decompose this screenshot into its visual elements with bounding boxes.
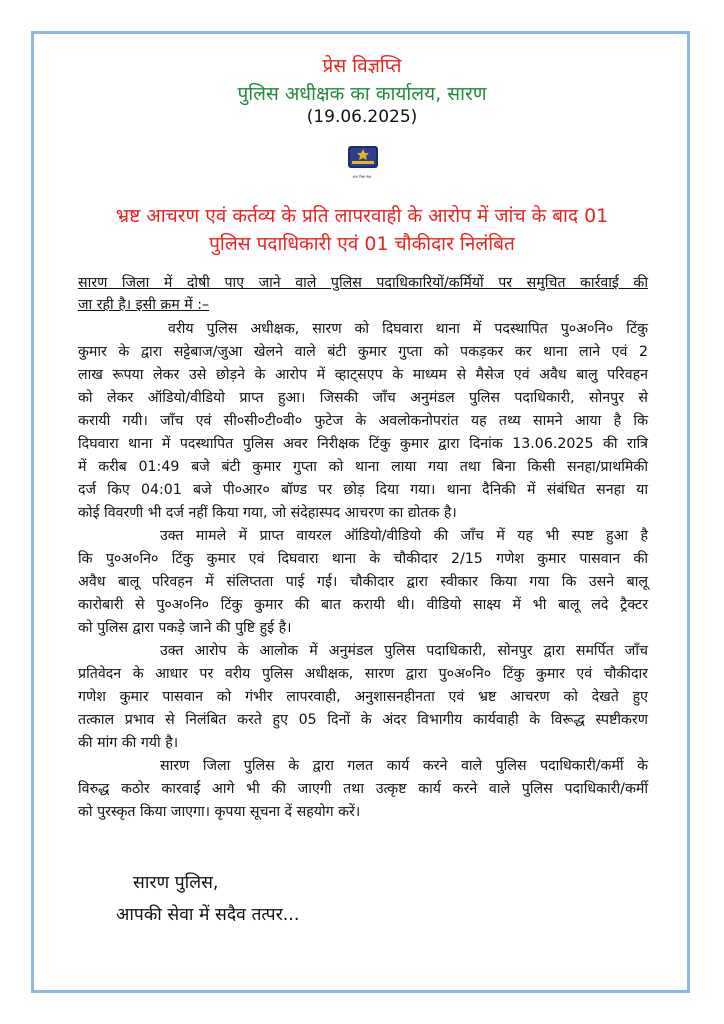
emblem-caption: सत्य निष्ठा सेवा [352,175,372,179]
para1-line: करायी गयी। जाँच एवं सी०सी०टी०वी० फुटेज के अवलोकनोपरांत यह तथ्य सामने आया है कि [78,413,648,429]
para3-line: प्रतिवेदन के आधार पर वरीय पुलिस अधीक्षक, सारण द्वारा पु०अ०नि० टिंकु कुमार एवं चौकीदार [78,666,648,682]
para3-line: उक्त आरोप के आलोक में अनुमंडल पुलिस पदाधिकारी, सोनपुर द्वारा समर्पित जाँच [160,643,648,659]
para1-line: कोई विवरणी भी दर्ज नहीं किया गया, जो संदेहास्पद आचरण का द्योतक है। [78,505,457,521]
para1-line: दिघवारा थाना में पदस्थापित पुलिस अवर निरीक्षक टिंकु कुमार द्वारा दिनांक 13.06.2025 की रात्रि [78,436,648,452]
para2-line: को पुलिस द्वारा पकड़े जाने की पुष्टि हुई है। [78,620,292,636]
para3-line: तत्काल प्रभाव से निलंबित करते हुए 05 दिनों के अंदर विभागीय कार्यवाही के विरूद्ध स्पष्टीकरण [78,712,648,728]
release-date: (19.06.2025) [306,107,418,127]
para4-line: सारण जिला पुलिस के द्वारा गलत कार्य करने वाले पुलिस पदाधिकारी/कर्मी के [160,758,648,774]
office-name: पुलिस अधीक्षक का कार्यालय, सारण [237,83,487,105]
headline-line-1: भ्रष्ट आचरण एवं कर्तव्य के प्रति लापरवाही के आरोप में जांच के बाद 01 [115,205,609,227]
intro-line-2: जा रही है। इसी क्रम में :– [78,297,210,313]
intro-line-1: सारण जिला में दोषी पाए जाने वाले पुलिस पदाधिकारियों/कर्मियों पर समुचित कार्रवाई की [78,275,648,291]
para1-line: लाख रूपया लेकर उसे छोड़ने के आरोप में व्हाट्सएप के माध्यम से मैसेज एवं अवैध बालु परिवहन [78,367,648,383]
headline-line-2: पुलिस पदाधिकारी एवं 01 चौकीदार निलंबित [209,233,515,255]
para1-line: दर्ज किए 04:01 बजे पी०आर० बॉण्ड पर छोड़ दिया गया। थाना दैनिकी में संबंधित सनहा या [78,482,648,498]
para2-line: कारोबारी से पु०अ०नि० टिंकु कुमार की बात करायी थी। वीडियो साक्ष्य में भी बालू लदे ट्रैक्टर [78,597,648,613]
para2-line: उक्त मामले में प्राप्त वायरल ऑडियो/वीडियो की जाँच में यह भी स्पष्ट हुआ है [160,528,648,544]
bihar-police-emblem-icon [346,140,380,174]
para4-line: को पुरस्कृत किया जाएगा। कृपया सूचना दें सहयोग करें। [78,804,361,820]
press-release-title: प्रेस विज्ञप्ति [322,55,402,77]
para2-line: अवैध बालू परिवहन में संलिप्तता पाई गई। चौकीदार द्वारा स्वीकार किया गया कि उसने बालू [78,574,648,590]
para1-line: वरीय पुलिस अधीक्षक, सारण को दिघवारा थाना में पदस्थापित पु०अ०नि० टिंकु [168,321,648,337]
para1-line: को लेकर ऑडियो/वीडियो प्राप्त हुआ। जिसकी जाँच अनुमंडल पुलिस पदाधिकारी, सोनपुर से [78,390,648,406]
para1-line: में करीब 01:49 बजे बंटी कुमार गुप्ता को थाना लाया गया तथा बिना किसी सनहा/प्राथमिकी [78,459,648,475]
signature-line-2: आपकी सेवा में सदैव तत्पर... [116,905,300,925]
para4-line: विरुद्ध कठोर कारवाई आगे भी की जाएगी तथा उत्कृष्ट कार्य करने वाले पुलिस पदाधिकारी/कर्मी [78,781,648,797]
para3-line: गणेश कुमार पासवान को गंभीर लापरवाही, अनुशासनहीनता एवं भ्रष्ट आचरण को देखते हुए [78,689,648,705]
signature-line-1: सारण पुलिस, [133,873,219,893]
para1-line: कुमार के द्वारा सट्टेबाज/जुआ खेलने वाले बंटी कुमार गुप्ता को पकड़कर कर थाना लाने एवं 2 [78,344,648,360]
para2-line: कि पु०अ०नि० टिंकु कुमार एवं दिघवारा थाना के चौकीदार 2/15 गणेश कुमार पासवान की [78,551,648,567]
para3-line: की मांग की गयी है। [78,735,179,751]
